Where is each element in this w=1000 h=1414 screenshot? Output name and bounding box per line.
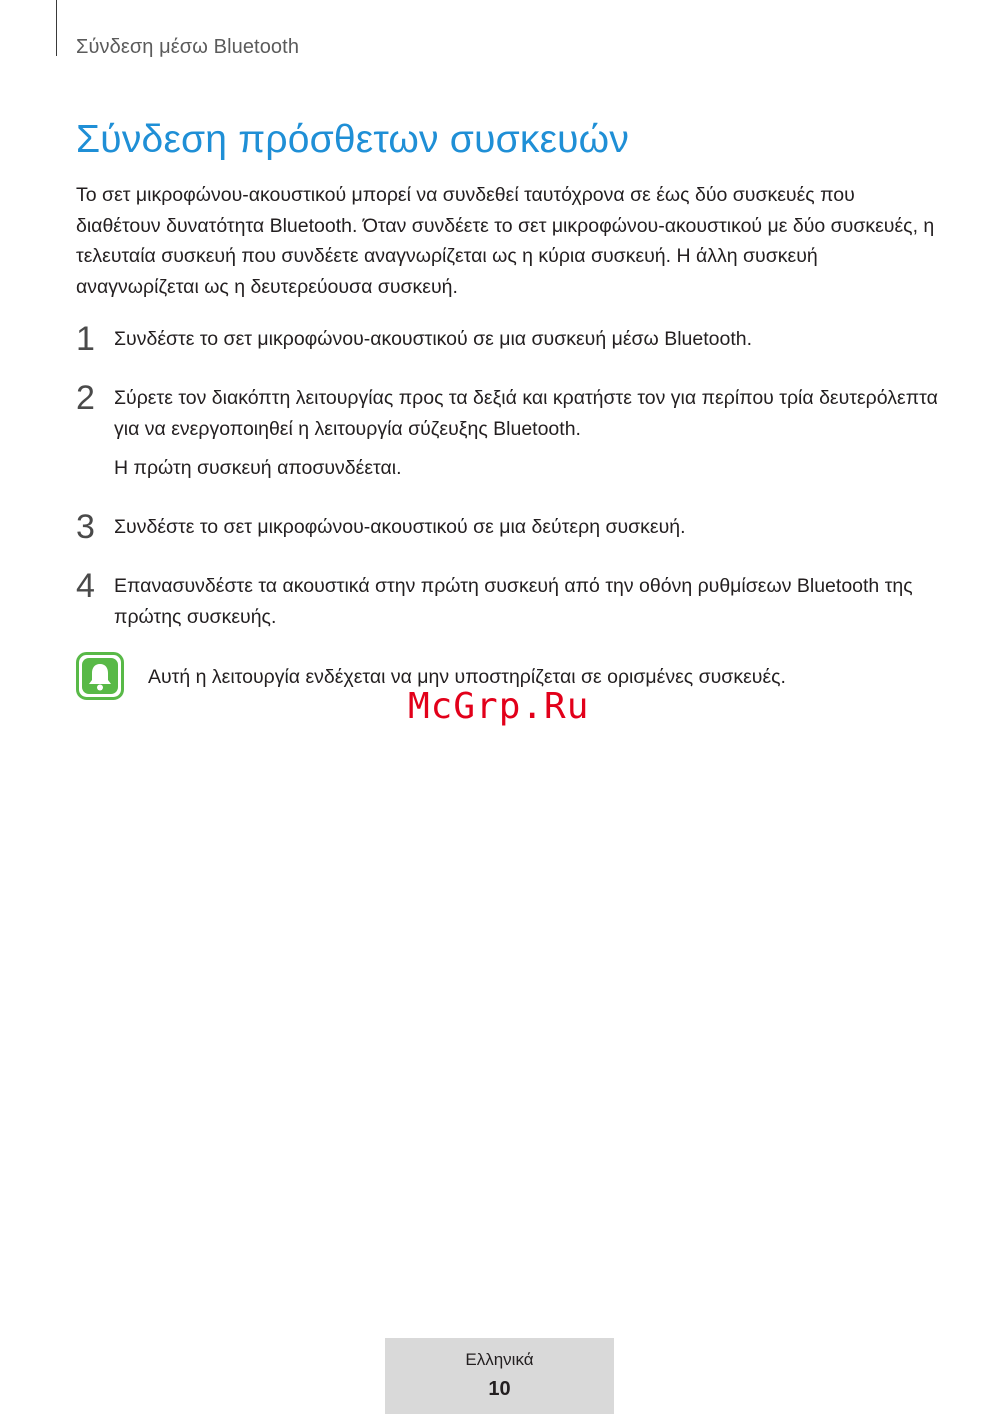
page-number: 10 — [488, 1378, 511, 1400]
notice-bell-icon — [76, 652, 124, 700]
section-title: Σύνδεση πρόσθετων συσκευών — [76, 118, 630, 161]
note-text: Αυτή η λειτουργία ενδέχεται να μην υποστηρίζεται σε ορισμένες συσκευές. — [148, 666, 786, 688]
step-1-number: 1 — [76, 320, 95, 358]
step-4-text: Επανασυνδέστε τα ακουστικά στην πρώτη συσκευή από την οθόνη ρυθμίσεων Bluetooth της πρώτης συσκευής. — [114, 575, 913, 628]
watermark-text: McGrp.Ru — [408, 686, 590, 727]
footer-language: Ελληνικά — [465, 1350, 534, 1369]
step-2-result: Η πρώτη συσκευή αποσυνδέεται. — [114, 457, 402, 479]
intro-paragraph: Το σετ μικροφώνου-ακουστικού μπορεί να συνδεθεί ταυτόχρονα σε έως δύο συσκευές που διαθέτουν δυνατότητα Bluetooth. Όταν συνδέετε το σετ μικροφώνου-ακουστικού με δύο συσκευές, η τελευταία συσκευή που συνδέετε αναγνωρίζεται ως η κύρια συσκευή. Η άλλη συσκευή αναγνωρίζεται ως η δευτερεύουσα συσκευή. — [76, 184, 935, 298]
step-1-text: Συνδέστε το σετ μικροφώνου-ακουστικού σε μια συσκευή μέσω Bluetooth. — [114, 328, 753, 350]
step-3-number: 3 — [76, 508, 95, 546]
step-3-text: Συνδέστε το σετ μικροφώνου-ακουστικού σε μια δεύτερη συσκευή. — [114, 516, 686, 538]
running-header: Σύνδεση μέσω Bluetooth — [76, 36, 300, 58]
step-4-number: 4 — [76, 567, 95, 605]
page-footer — [385, 1338, 614, 1414]
step-2-number: 2 — [76, 379, 95, 417]
step-2-text: Σύρετε τον διακόπτη λειτουργίας προς τα δεξιά και κρατήστε τον για περίπου τρία δευτερόλεπτα για να ενεργοποιηθεί η λειτουργία σύζευξης Bluetooth. — [114, 387, 938, 440]
header-divider — [56, 0, 57, 56]
